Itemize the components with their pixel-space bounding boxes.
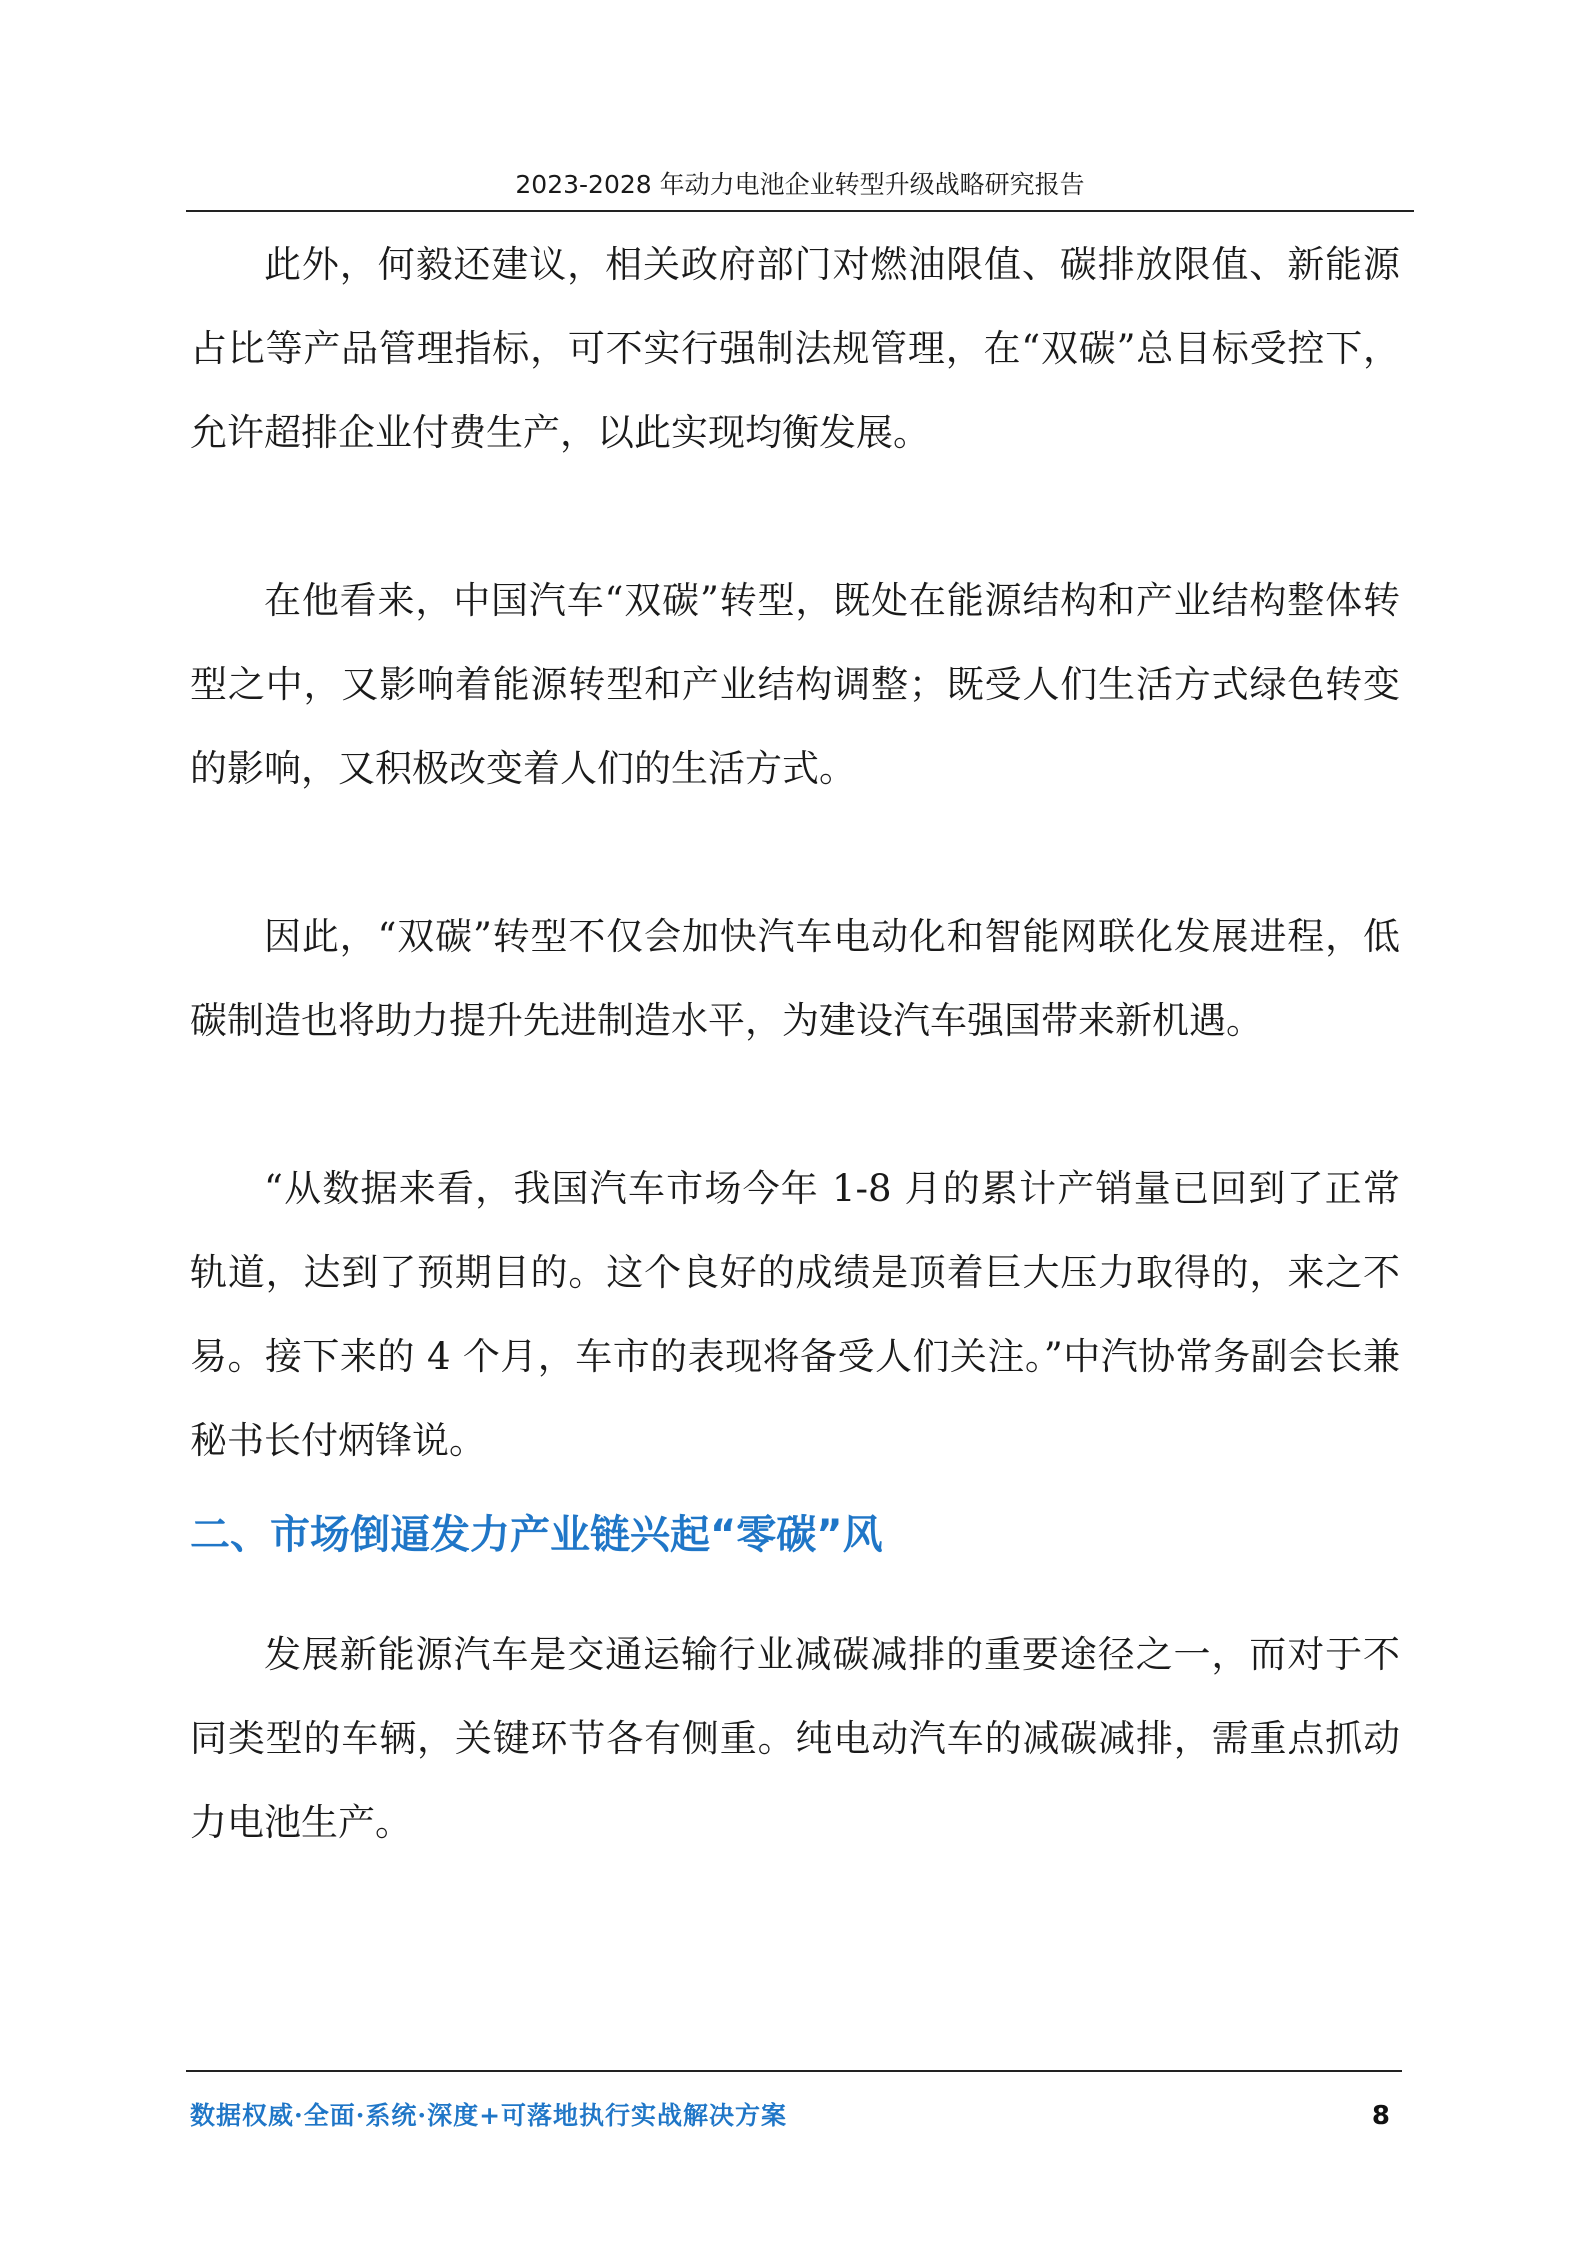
paragraph-gap (190, 811, 1400, 895)
footer-slogan: 数据权威·全面·系统·深度+可落地执行实战解决方案 (190, 2101, 788, 2130)
paragraph-gap (190, 1063, 1400, 1147)
paragraph-3: 因此，“双碳”转型不仅会加快汽车电动化和智能网联化发展进程，低碳制造也将助力提升先进制造水平，为建设汽车强国带来新机遇。 (190, 915, 1400, 1042)
main-content (190, 223, 1400, 1865)
paragraph-gap (190, 475, 1400, 559)
page-number: 8 (1371, 2101, 1390, 2131)
paragraph-2: 在他看来，中国汽车“双碳”转型，既处在能源结构和产业结构整体转型之中，又影响着能源转型和产业结构调整；既受人们生活方式绿色转变的影响，又积极改变着人们的生活方式。 (190, 579, 1400, 790)
footer-divider (186, 2070, 1402, 2072)
paragraph-4: “从数据来看，我国汽车市场今年 1-8 月的累计产销量已回到了正常轨道，达到了预期目的。这个良好的成绩是顶着巨大压力取得的，来之不易。接下来的 4 个月，车市的表现将备受人们关注。”中汽协常务副会长兼秘书长付炳锋说。 (190, 1167, 1400, 1462)
header-divider (186, 210, 1414, 212)
paragraph-1: 此外，何毅还建议，相关政府部门对燃油限值、碳排放限值、新能源占比等产品管理指标，可不实行强制法规管理，在“双碳”总目标受控下，允许超排企业付费生产，以此实现均衡发展。 (190, 243, 1400, 454)
page-header-title: 2023-2028 年动力电池企业转型升级战略研究报告 (515, 170, 1085, 199)
section-heading: 二、市场倒逼发力产业链兴起“零碳”风 (190, 1512, 883, 1558)
paragraph-5: 发展新能源汽车是交通运输行业减碳减排的重要途径之一，而对于不同类型的车辆，关键环节各有侧重。纯电动汽车的减碳减排，需重点抓动力电池生产。 (190, 1633, 1400, 1844)
